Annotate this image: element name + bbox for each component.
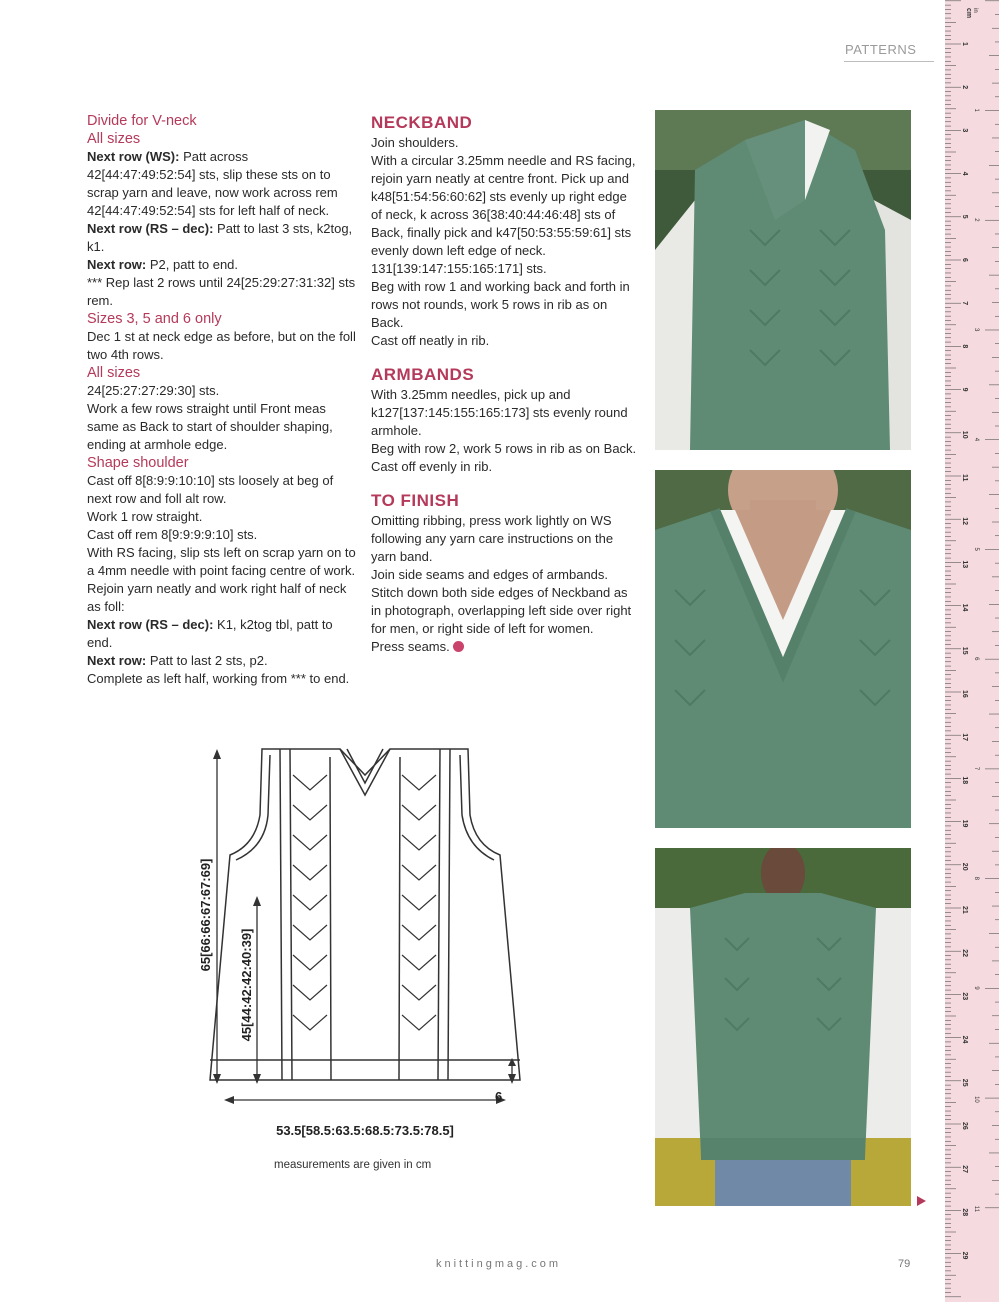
instruction: Join side seams and edges of armbands. Stitch down both side edges of Neckband as in photograph, overlapping left side over right for men, or right side of left for women. (371, 567, 632, 636)
ruler-cm-number: 12 (961, 517, 968, 525)
ruler-cm-label: cm (965, 8, 972, 19)
instruction: Beg with row 2, work 5 rows in rib as on Back. (371, 441, 637, 456)
instruction: Beg with row 1 and working back and forth in rows not rounds, work 5 rows in rib as on Back. (371, 279, 630, 330)
ruler-cm-number: 11 (961, 474, 968, 482)
ruler-in-number: 7 (973, 766, 979, 771)
ruler-in-number: 10 (973, 1096, 979, 1103)
ruler-in-number: 2 (973, 218, 979, 222)
instruction: Work a few rows straight until Front meas same as Back to start of shoulder shaping, ending at armhole edge. (87, 401, 333, 452)
instruction: Cast off 8[8:9:9:10:10] sts loosely at beg of next row and foll alt row. (87, 473, 334, 506)
footer-url: knittingmag.com (436, 1258, 562, 1270)
ruler-in-number: 8 (973, 876, 979, 880)
heading-neckband: NECKBAND (371, 113, 473, 132)
instruction: Omitting ribbing, press work lightly on WS following any yarn care instructions on the yarn band. (371, 513, 614, 564)
instruction: Next row (RS – dec): K1, k2tog tbl, patt to end. (87, 617, 333, 650)
ruler-in-number: 4 (973, 437, 979, 442)
ruler-cm-number: 26 (961, 1122, 968, 1130)
ruler-cm-number: 16 (961, 690, 968, 698)
diagram-caption: measurements are given in cm (274, 1159, 432, 1171)
ruler-cm-number: 27 (961, 1165, 968, 1173)
instruction: Cast off rem 8[9:9:9:9:10] sts. (87, 527, 258, 542)
instruction: Join shoulders. (371, 135, 459, 150)
ruler-cm-number: 9 (961, 387, 968, 392)
yarn-ball-icon (453, 641, 464, 652)
next-page-arrow-icon (917, 1196, 926, 1206)
ruler-cm-number: 1 (961, 42, 968, 46)
photo-vest-back (655, 848, 911, 1206)
instruction: Dec 1 st at neck edge as before, but on the foll two 4th rows. (87, 329, 356, 362)
header-label: PATTERNS (845, 42, 917, 57)
vest-schematic (190, 735, 535, 1150)
ruler-cm-number: 3 (961, 128, 968, 133)
ruler-cm-number: 5 (961, 214, 968, 219)
instruction: Cast off neatly in rib. (371, 333, 490, 348)
instruction: Next row (WS): Patt across 42[44:47:49:52:54] sts, slip these sts on to scrap yarn and leave, now work across rem 42[44:47:49:52:54] sts for left half of neck. (87, 149, 338, 218)
side-dimension: 45[44:42:42:40:39] (239, 928, 254, 1042)
ruler-cm-number: 25 (961, 1078, 968, 1087)
ruler-in-number: 11 (973, 1205, 979, 1213)
ruler-cm-number: 19 (961, 819, 968, 828)
instruction: 131[139:147:155:165:171] sts. (371, 261, 547, 276)
ruler-cm-number: 20 (961, 862, 968, 871)
ruler (945, 0, 999, 1302)
ruler-cm-number: 17 (961, 733, 968, 741)
ruler-cm-number: 24 (961, 1035, 968, 1044)
heading-to-finish: TO FINISH (371, 491, 460, 510)
ruler-in-number: 3 (973, 327, 979, 332)
instruction: Complete as left half, working from *** to end. (87, 671, 350, 686)
instruction: *** Rep last 2 rows until 24[25:29:27:31:32] sts rem. (87, 275, 356, 308)
ruler-cm-number: 8 (961, 344, 968, 349)
pattern-column-1 (87, 112, 357, 688)
heading-armbands: ARMBANDS (371, 365, 475, 384)
instruction: With a circular 3.25mm needle and RS facing, rejoin yarn neatly at centre front. Pick up and k48[51:54:56:60:62] sts evenly up right edge of neck, k across 36[38:40:44:46:48] sts of Back, finally pick and k47[50:53:55:59:61] sts evenly down left edge of neck. (371, 153, 636, 258)
heading-all-sizes: All sizes (87, 365, 141, 381)
instruction: Press seams. (371, 638, 641, 656)
ruler-cm-number: 18 (961, 776, 968, 785)
ruler-in-number: 5 (973, 547, 979, 551)
page-number: 79 (898, 1258, 911, 1270)
ruler-cm-number: 6 (961, 258, 968, 262)
ruler-cm-number: 10 (961, 430, 968, 439)
instruction: With 3.25mm needles, pick up and k127[137:145:155:165:173] sts evenly round armhole. (371, 387, 628, 438)
ruler-cm-number: 28 (961, 1208, 968, 1217)
heading-sizes-3-5-6: Sizes 3, 5 and 6 only (87, 311, 222, 327)
pattern-column-2 (371, 112, 641, 656)
instruction: Rejoin yarn neatly and work right half of neck as foll: (87, 581, 347, 614)
ruler-in-number: 6 (973, 657, 979, 661)
ruler-in-number: 9 (973, 986, 979, 990)
header-rule (844, 61, 934, 62)
instruction: Next row: Patt to last 2 sts, p2. (87, 653, 268, 668)
ruler-cm-number: 4 (961, 171, 968, 176)
ruler-cm-number: 29 (961, 1251, 968, 1260)
instruction: Next row (RS – dec): Patt to last 3 sts, k2tog, k1. (87, 221, 353, 254)
heading-divide-v-neck: Divide for V-neck (87, 113, 197, 129)
ruler-in-number: 1 (973, 108, 979, 112)
ruler-cm-number: 21 (961, 906, 968, 914)
heading-shape-shoulder: Shape shoulder (87, 455, 189, 471)
length-dimension: 65[66:66:67:67:69] (198, 858, 213, 972)
instruction: Cast off evenly in rib. (371, 459, 493, 474)
rib-dimension: 6 (495, 1089, 503, 1104)
heading-all-sizes: All sizes (87, 131, 141, 147)
ruler-in-label: in (972, 8, 978, 13)
instruction: Work 1 row straight. (87, 509, 203, 524)
ruler-cm-number: 22 (961, 949, 968, 957)
ruler-cm-number: 7 (961, 301, 968, 306)
instruction: With RS facing, slip sts left on scrap yarn on to a 4mm needle with point facing centre of work. (87, 545, 356, 578)
instruction: Next row: P2, patt to end. (87, 257, 239, 272)
photo-vest-neckline (655, 470, 911, 828)
ruler-cm-number: 14 (961, 603, 968, 612)
ruler-cm-number: 13 (961, 560, 968, 569)
photo-vest-front-closeup (655, 110, 911, 450)
ruler-cm-number: 2 (961, 85, 968, 90)
ruler-cm-number: 23 (961, 992, 968, 1001)
ruler-cm-number: 15 (961, 646, 968, 655)
width-dimension: 53.5[58.5:63.5:68.5:73.5:78.5] (276, 1123, 454, 1138)
instruction: 24[25:27:27:29:30] sts. (87, 383, 220, 398)
